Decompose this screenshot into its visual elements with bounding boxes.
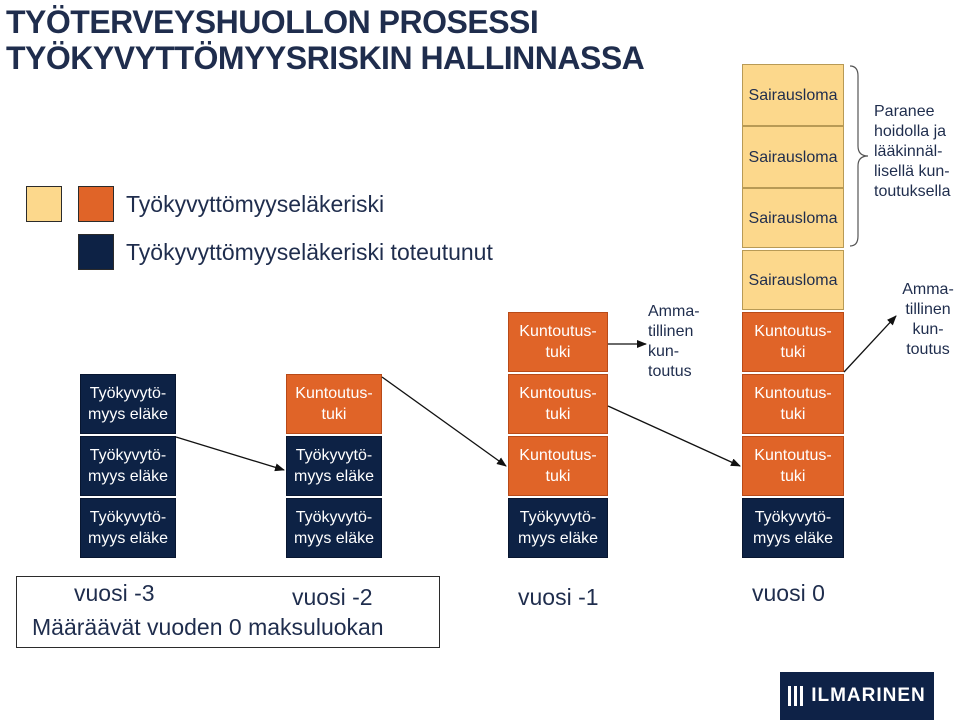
c2-work-disability-pension-2: Työkyvytö- myys eläke xyxy=(286,498,382,558)
c3-rehabilitation-allowance-2: Kuntoutus- tuki xyxy=(508,374,608,434)
c4-sick-leave-1: Sairausloma xyxy=(742,64,844,126)
c3-rehabilitation-allowance-3: Kuntoutus- tuki xyxy=(508,436,608,496)
sick-leave-brace xyxy=(850,66,868,246)
arrow-to-vocational-rehab-2 xyxy=(844,316,896,372)
c4-rehabilitation-allowance-1: Kuntoutus- tuki xyxy=(742,312,844,372)
c4-work-disability-pension: Työkyvytö- myys eläke xyxy=(742,498,844,558)
arrow-c2-to-c3 xyxy=(382,377,506,466)
c4-rehabilitation-allowance-3: Kuntoutus- tuki xyxy=(742,436,844,496)
legend-risk-label: Työkyvyttömyyseläkeriski xyxy=(126,191,385,217)
vocational-rehabilitation-note-2: Amma- tillinen kun- toutus xyxy=(902,281,954,358)
ilmarinen-logo xyxy=(780,672,934,720)
year-0: vuosi 0 xyxy=(752,580,825,606)
c1-work-disability-pension-3: Työkyvytö- myys eläke xyxy=(80,498,176,558)
c4-sick-leave-3: Sairausloma xyxy=(742,188,844,248)
arrow-c3-to-c4 xyxy=(608,406,740,466)
year-minus-3: vuosi -3 xyxy=(74,580,155,606)
c3-rehabilitation-allowance-1: Kuntoutus- tuki xyxy=(508,312,608,372)
c4-sick-leave-4: Sairausloma xyxy=(742,250,844,310)
title-line-2: TYÖKYVYTTÖMYYSRISKIN HALLINNASSA xyxy=(6,40,645,76)
c4-rehabilitation-allowance-2: Kuntoutus- tuki xyxy=(742,374,844,434)
c4-sick-leave-2: Sairausloma xyxy=(742,126,844,188)
logo-mark-icon xyxy=(788,686,803,706)
c2-work-disability-pension-1: Työkyvytö- myys eläke xyxy=(286,436,382,496)
legend-realized-label: Työkyvyttömyyseläkeriski toteutunut xyxy=(126,239,493,265)
arrow-c1-to-c2 xyxy=(176,437,284,470)
logo-text: ILMARINEN xyxy=(811,685,926,706)
year-minus-1: vuosi -1 xyxy=(518,584,599,610)
year-minus-2: vuosi -2 xyxy=(292,584,373,610)
c1-work-disability-pension-2: Työkyvytö- myys eläke xyxy=(80,436,176,496)
title-line-1: TYÖTERVEYSHUOLLON PROSESSI xyxy=(6,4,539,40)
vocational-rehabilitation-note-1: Amma- tillinen kun- toutus xyxy=(648,303,700,380)
c3-work-disability-pension: Työkyvytö- myys eläke xyxy=(508,498,608,558)
c1-work-disability-pension-1: Työkyvytö- myys eläke xyxy=(80,374,176,434)
c2-rehabilitation-allowance: Kuntoutus- tuki xyxy=(286,374,382,434)
recovery-note: Paranee hoidolla ja lääkinnäl- lisellä kun- toutuksella xyxy=(874,103,951,200)
payment-class-caption: Määräävät vuoden 0 maksuluokan xyxy=(32,614,384,640)
